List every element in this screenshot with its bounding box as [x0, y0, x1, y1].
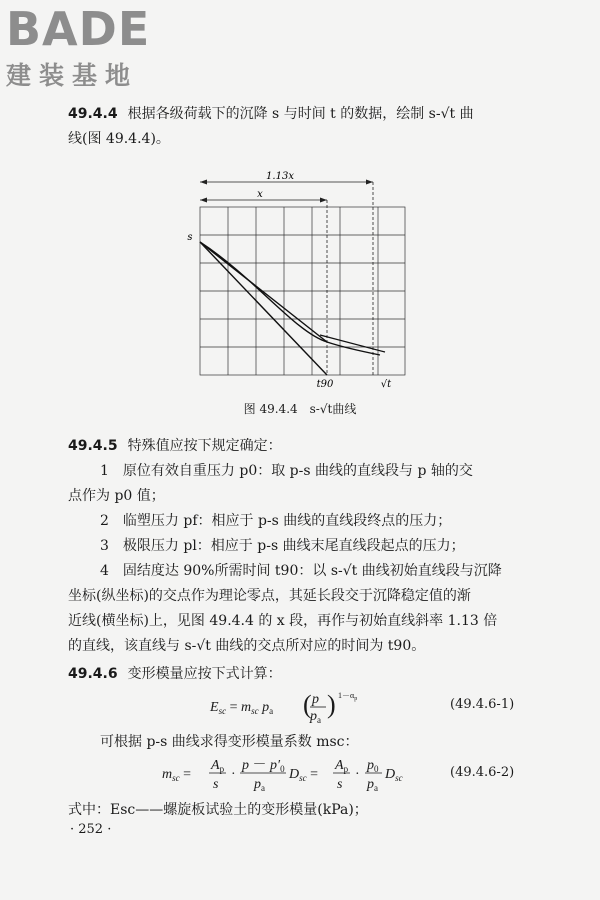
label-113x: 1.13x: [266, 171, 294, 182]
list-item: 4 固结度达 90%所需时间 t90：以 s-√t 曲线初始直线段与沉降: [100, 563, 502, 579]
svg-text:p － p′0: $p - p'_0$: [242, 758, 285, 774]
page-number: · 252 ·: [70, 822, 112, 837]
section-title: 特殊值应按下规定确定：: [127, 438, 282, 454]
svg-text:p0: $p_0$: [367, 758, 379, 774]
svg-text:pa: $p_a$: [254, 777, 265, 793]
svg-text:·: ·: [231, 767, 236, 782]
list-item: 近线(横坐标)上，见图 49.4.4 的 x 段，再作与初始直线斜率 1.13 倍: [68, 613, 498, 629]
section-title: 变形模量应按下式计算：: [127, 666, 282, 682]
svg-text:msc =: $m_{sc}$ =: [162, 767, 192, 783]
section-number: 49.4.6: [68, 666, 118, 682]
axis-label-sqrt-t: √t: [380, 379, 392, 390]
figure-caption: 图 49.4.4 s-√t曲线: [243, 402, 357, 416]
msc-intro: 可根据 p-s 曲线求得变形模量系数 msc：: [100, 734, 359, 750]
arrow-icon: [200, 180, 207, 185]
arrow-icon: [200, 198, 207, 203]
list-item: 坐标(纵坐标)的交点作为理论零点，其延长段交于沉降稳定值的渐: [68, 588, 471, 604]
slope-113-line: [200, 242, 327, 375]
svg-text:1－αp: $1-\alpha_p$: [338, 691, 358, 702]
section-number: 49.4.5: [68, 438, 118, 454]
list-item: 1 原位有效自重压力 p0：取 p-s 曲线的直线段与 p 轴的交: [100, 463, 473, 479]
section-text: 线(图 49.4.4)。: [68, 131, 170, 147]
equation-number: (49.4.6-1): [450, 697, 515, 712]
svg-text:s: s: [213, 777, 219, 792]
logo-brand-sub: 建装基地: [6, 61, 139, 90]
logo: [6, 2, 181, 90]
svg-text:): ): [327, 690, 336, 719]
section-number: 49.4.4: [68, 106, 118, 122]
svg-text:Dsc: $D_{sc}$: [385, 767, 403, 783]
svg-text:p: p: [312, 692, 319, 707]
equation-49-4-6-2: [160, 754, 440, 796]
label-x: x: [257, 189, 263, 200]
section-text: 根据各级荷载下的沉降 s 与时间 t 的数据，绘制 s-√t 曲: [127, 106, 474, 122]
svg-text:pa: $p_a$: [367, 777, 378, 793]
svg-text:·: ·: [355, 767, 360, 782]
svg-text:s: s: [337, 777, 343, 792]
svg-text:Dsc =: $D_{sc}$ =: [289, 767, 319, 783]
svg-text:Ap: $A_p$: [335, 758, 349, 774]
list-item: 3 极限压力 pl：相应于 p-s 曲线末尾直线段起点的压力；: [100, 538, 465, 554]
svg-text:Ap: $A_p$: [211, 758, 225, 774]
equation-49-4-6-1: [208, 688, 378, 724]
axis-label-s: s: [187, 232, 193, 243]
svg-text:Esc = msc pa: $E_{sc} = m_{sc}$ $p_a$: [210, 700, 274, 716]
list-item: 点作为 p0 值；: [68, 488, 165, 504]
arrow-icon: [366, 180, 373, 185]
section-49-4-6: [68, 662, 538, 687]
svg-text:(: (: [303, 690, 312, 719]
where-clause: 式中：Esc——螺旋板试验土的变形模量(kPa)；: [68, 802, 368, 818]
section-49-4-5: [68, 434, 538, 659]
axis-label-t90: t90: [316, 379, 334, 390]
initial-straight-line: [200, 242, 327, 342]
s-sqrt-t-curve: [200, 242, 380, 355]
section-49-4-4: [68, 102, 538, 152]
list-item: 的直线，该直线与 s-√t 曲线的交点所对应的时间为 t90。: [68, 638, 426, 654]
logo-brand: BADE: [6, 2, 151, 56]
equation-number: (49.4.6-2): [450, 765, 515, 780]
list-item: 2 临塑压力 pf：相应于 p-s 曲线的直线段终点的压力；: [100, 513, 452, 529]
arrow-icon: [320, 198, 327, 203]
s-sqrt-t-figure: [180, 170, 420, 400]
svg-text:pa: $p_a$: [310, 709, 321, 724]
